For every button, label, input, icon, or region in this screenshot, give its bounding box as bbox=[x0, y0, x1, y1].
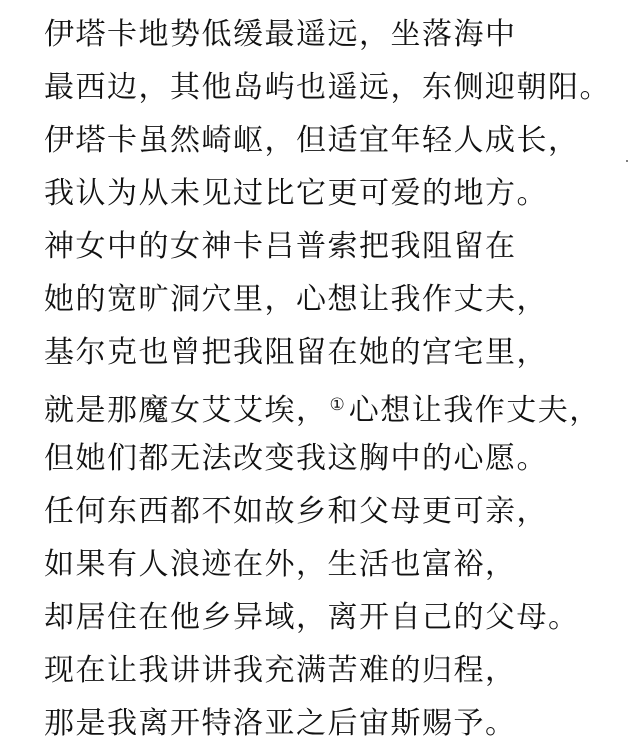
poem-line-13: 现在让我讲讲我充满苦难的归程， bbox=[44, 653, 517, 688]
footnote-marker: ① bbox=[329, 395, 345, 415]
poem-line-7: 基尔克也曾把我阻留在她的宫宅里， bbox=[44, 335, 548, 370]
poem-line-8-start: 就是那魔女艾艾埃， bbox=[44, 393, 328, 428]
poem-line-11: 如果有人浪迹在外，生活也富裕， bbox=[44, 547, 517, 582]
poem-line-8-end: 心想让我作丈夫， bbox=[348, 393, 601, 428]
poem-line-4: 我认为从未见过比它更可爱的地方。 bbox=[44, 176, 548, 211]
poem-line-2: 最西边，其他岛屿也遥远，东侧迎朝阳。 bbox=[44, 70, 611, 105]
poem-line-12: 却居住在他乡异域，离开自己的父母。 bbox=[44, 600, 580, 635]
poem-line-6: 她的宽旷洞穴里，心想让我作丈夫， bbox=[44, 282, 548, 317]
poem-line-1: 伊塔卡地势低缓最遥远，坐落海中 bbox=[44, 17, 517, 52]
poem-line-9: 但她们都无法改变我这胸中的心愿。 bbox=[44, 441, 548, 476]
poem-line-3: 伊塔卡虽然崎岖，但适宜年轻人成长， bbox=[44, 123, 580, 158]
poem-line-10: 任何东西都不如故乡和父母更可亲， bbox=[44, 494, 548, 529]
scan-speck bbox=[626, 160, 628, 162]
poem-line-5: 神女中的女神卡吕普索把我阻留在 bbox=[44, 229, 517, 264]
poem-line-8 bbox=[44, 379, 634, 432]
poem-text bbox=[44, 8, 634, 750]
poem-line-14: 那是我离开特洛亚之后宙斯赐予。 bbox=[44, 706, 517, 741]
